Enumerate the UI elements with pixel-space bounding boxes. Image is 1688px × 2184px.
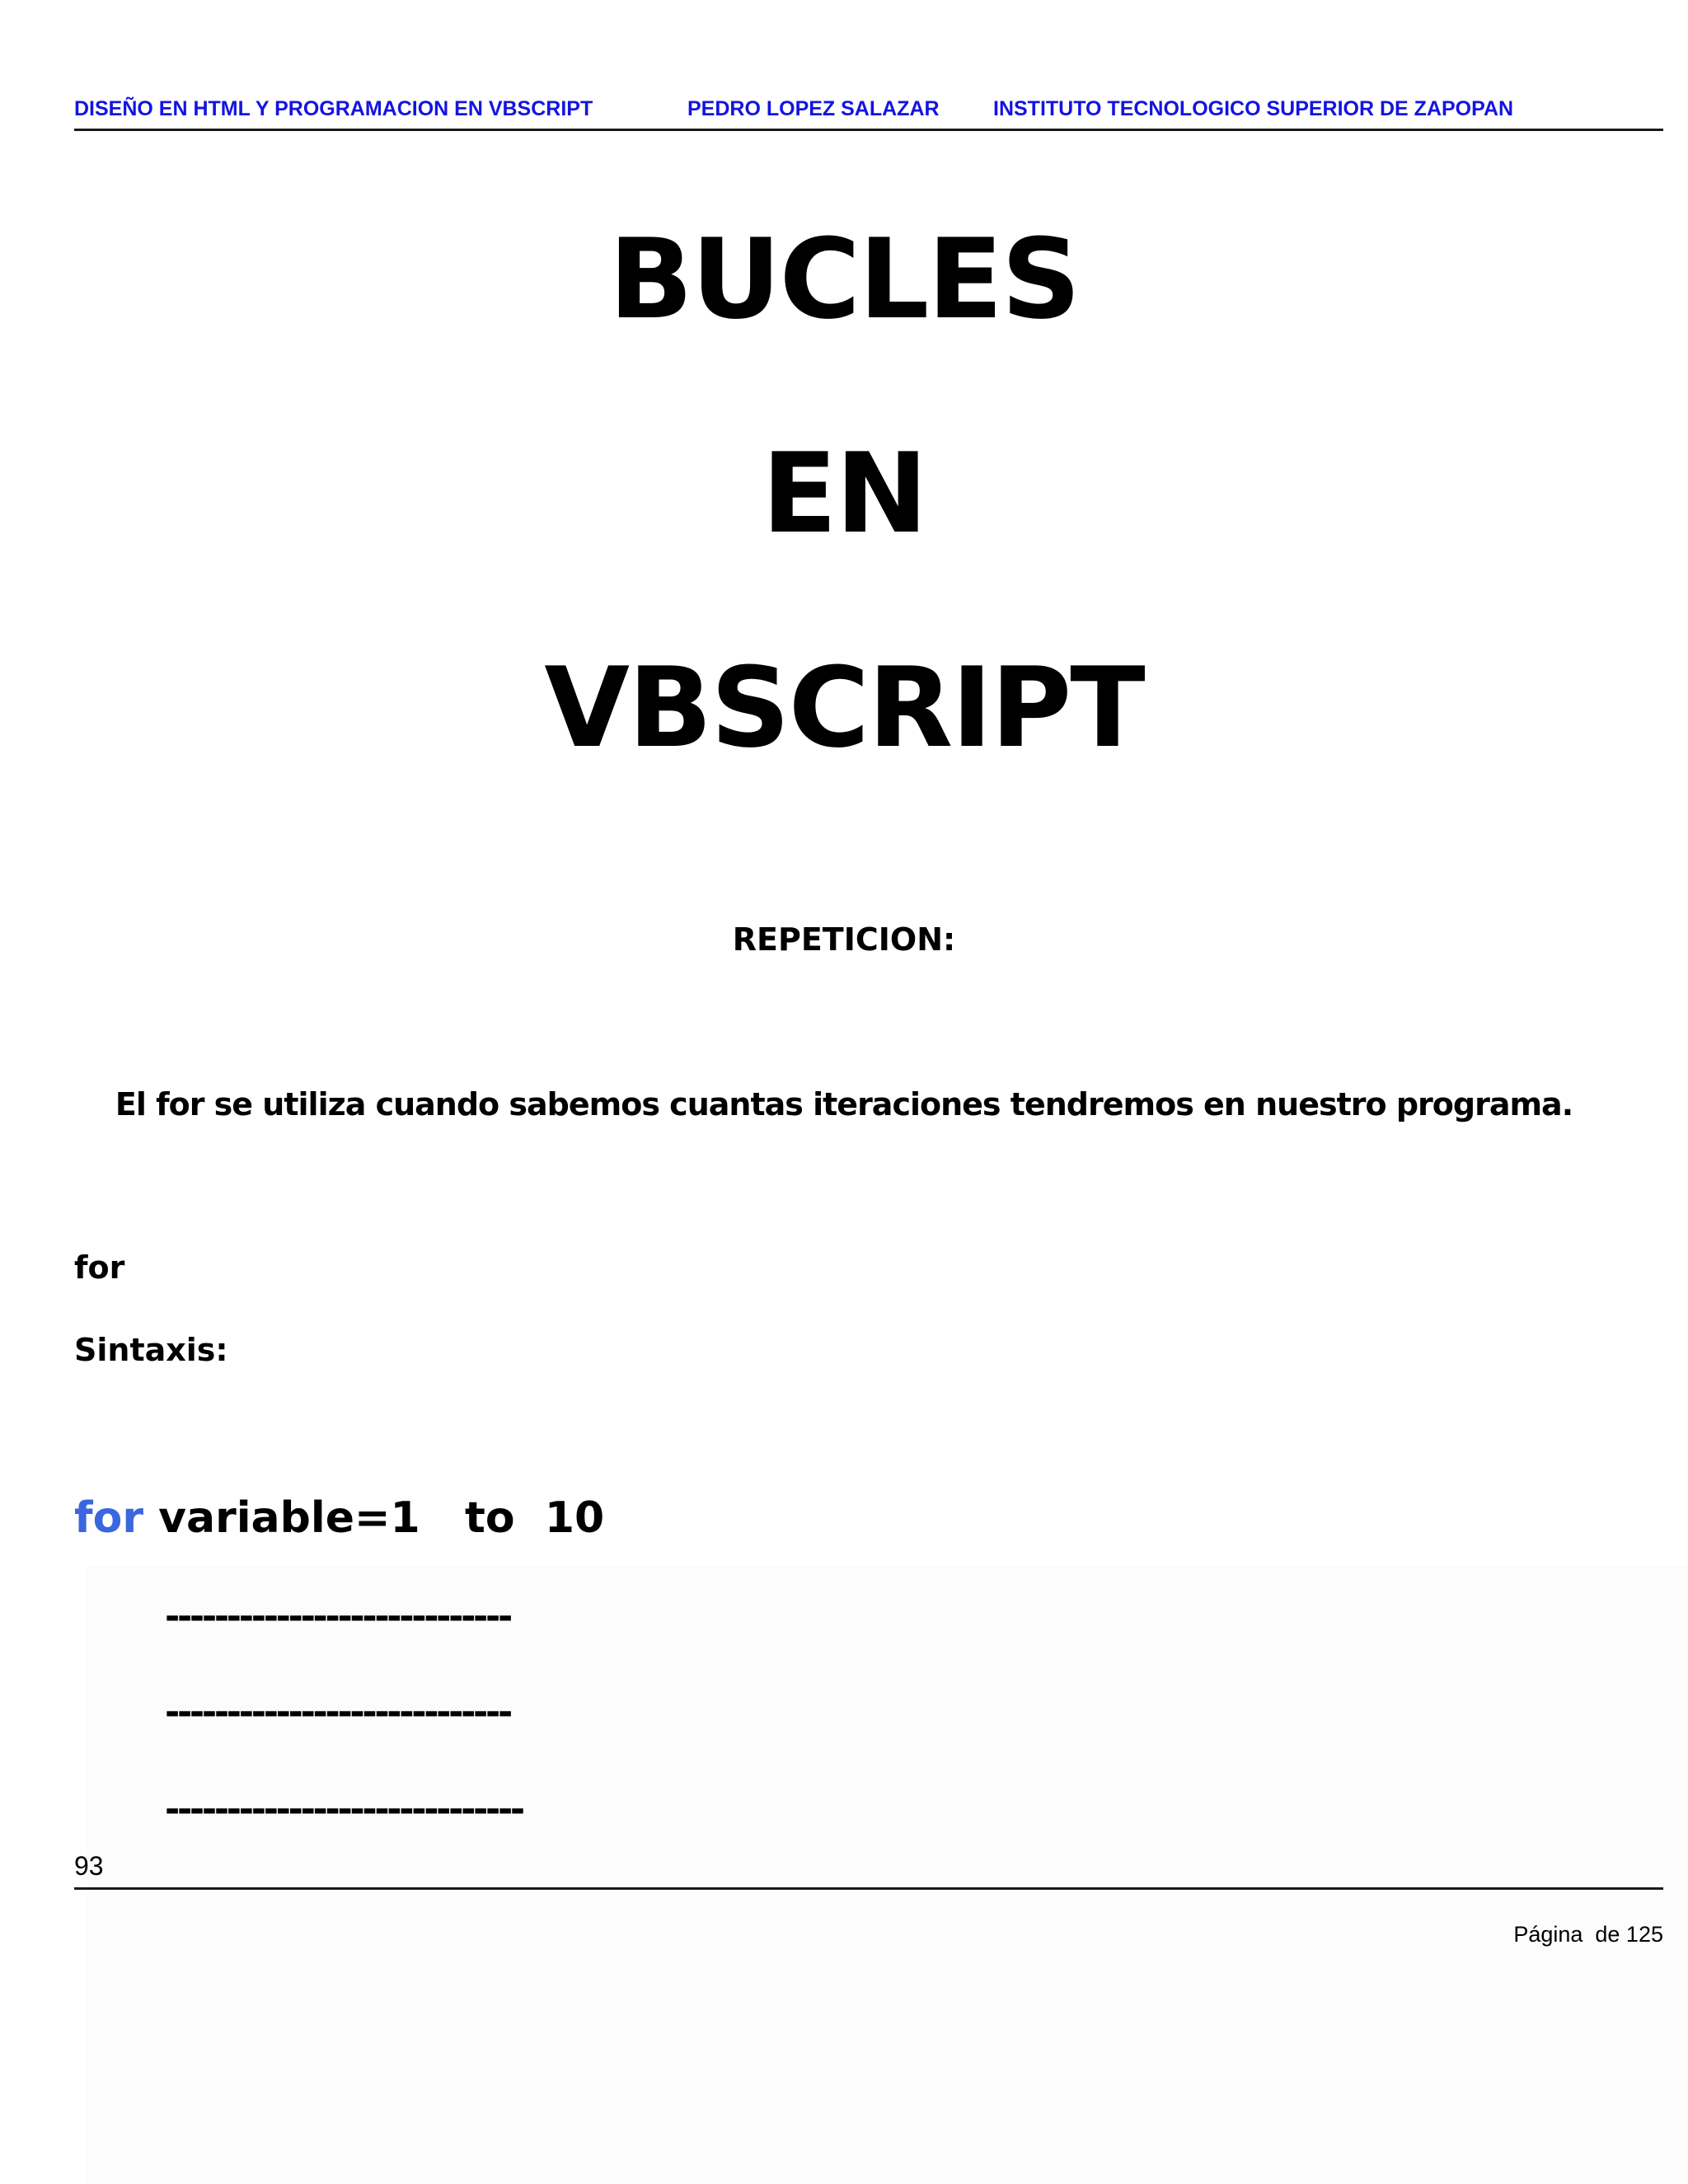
header-author: PEDRO LOPEZ SALAZAR: [687, 97, 940, 120]
page-shade-band: [87, 1566, 1688, 2184]
code-placeholder-line: ----------------------------: [165, 1691, 510, 1733]
for-keyword: for: [74, 1493, 143, 1543]
section-subtitle: REPETICION:: [732, 921, 956, 958]
intro-paragraph: El for se utiliza cuando sabemos cuantas iteraciones tendremos en nuestro programa.: [115, 1086, 1573, 1122]
syntax-label: Sintaxis:: [74, 1332, 228, 1368]
code-placeholder-line: -----------------------------: [165, 1788, 523, 1830]
title-line-1: BUCLES: [608, 215, 1080, 344]
page-number: 93: [74, 1851, 104, 1881]
running-header: [74, 96, 1663, 131]
header-institution: INSTITUTO TECNOLOGICO SUPERIOR DE ZAPOPAN: [993, 97, 1514, 120]
header-course-title: DISEÑO EN HTML Y PROGRAMACION EN VBSCRIPT: [74, 97, 593, 120]
for-syntax-line: [74, 1493, 604, 1543]
footer-divider: [74, 1887, 1663, 1890]
title-line-2: EN: [762, 429, 926, 558]
page-count-label: Página de 125: [1513, 1922, 1663, 1947]
for-label: for: [74, 1249, 125, 1286]
for-statement-rest: variable=1 to 10: [143, 1493, 605, 1543]
code-placeholder-line: ----------------------------: [165, 1596, 510, 1638]
title-line-3: VBSCRIPT: [544, 644, 1144, 772]
